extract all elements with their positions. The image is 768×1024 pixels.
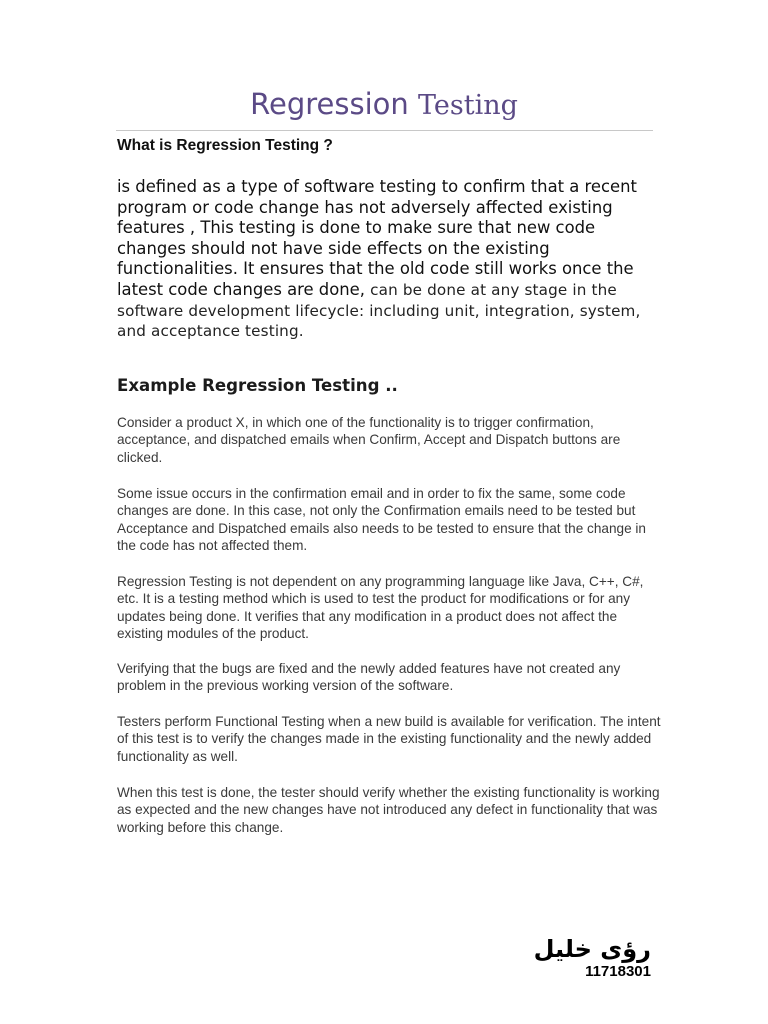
paragraph-tester-verify: When this test is done, the tester should verify whether the existing functionality is working as expected and the new changes have not introduced any defect in functionality that was working before this change. bbox=[117, 785, 660, 835]
title-divider bbox=[116, 130, 653, 131]
definition-tail-text: can be done at any stage in the software development lifecycle: including unit, integration, system, and acceptance testing. bbox=[117, 280, 641, 341]
paragraph-confirmation-issue: Some issue occurs in the confirmation email and in order to fix the same, some code changes are done. In this case, not only the Confirmation emails need to be tested but Acceptance and Dispatched emails also needs to be tested to ensure that the change in the code has not affected them. bbox=[117, 486, 646, 553]
author-id: 11718301 bbox=[585, 963, 651, 980]
author-signature bbox=[534, 934, 651, 980]
section-question-heading: What is Regression Testing ? bbox=[117, 137, 333, 154]
paragraph-bugs-fixed: Verifying that the bugs are fixed and the newly added features have not created any problem in the previous working version of the software. bbox=[117, 661, 621, 694]
paragraph-product-x: Consider a product X, in which one of the functionality is to trigger confirmation, acceptance, and dispatched emails when Confirm, Accept and Dispatch buttons are clicked. bbox=[117, 415, 621, 465]
author-name: رؤى خليل bbox=[533, 935, 651, 963]
page-title bbox=[116, 84, 652, 126]
title-word-regression: Regression bbox=[250, 87, 409, 121]
definition-main-text: is defined as a type of software testing to confirm that a recent program or code change has not adversely affected existing features , This testing is done to make sure that new code changes should not have side effects on the existing functionalities. It ensures that the old code still works once the latest code changes are done, bbox=[117, 177, 637, 299]
paragraph-language-independent: Regression Testing is not dependent on any programming language like Java, C++, C#, etc. It is a testing method which is used to test the product for modifications or for any updates being done. It verifies that any modification in a product does not affect the existing modules of the product. bbox=[117, 574, 644, 641]
title-word-testing: Testing bbox=[417, 90, 518, 121]
example-heading: Example Regression Testing .. bbox=[117, 376, 398, 395]
definition-paragraph bbox=[117, 177, 662, 342]
paragraph-functional-testing: Testers perform Functional Testing when a new build is available for verification. The intent of this test is to verify the changes made in the existing functionality and the newly added functionality as well. bbox=[117, 714, 661, 764]
